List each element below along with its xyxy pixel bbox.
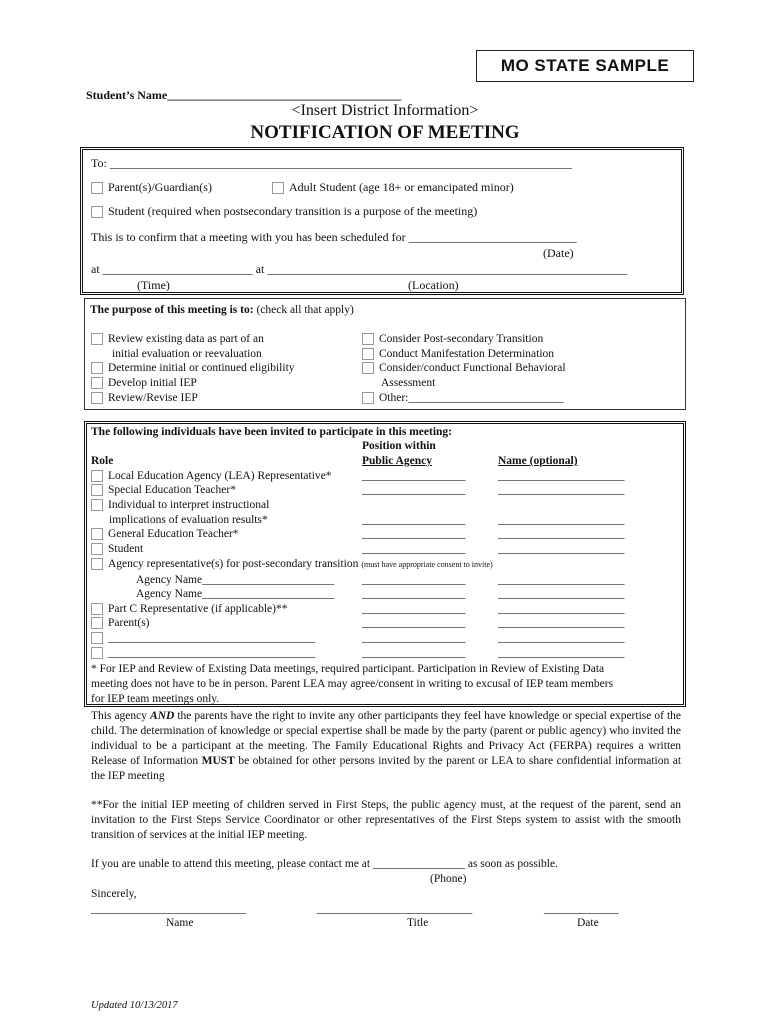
- invited-row[interactable]: [91, 646, 315, 660]
- role-label: Individual to interpret instructional: [108, 499, 270, 511]
- rights-paragraph: This agency AND the parents have the right to invite any other participants they feel have knowledge or special expertise of the child. The determination of knowledge or special expertise shall be made by the party (parent or public agency) who invited the individual to be a participant at the meeting. The Family Educational Rights and Privacy Act (FERPA) requires a written Release of Information MUST be obtained for other persons invited by the parent or LEA to share confidential information at the IEP meeting: [91, 710, 682, 782]
- adult-label: Adult Student (age 18+ or emancipated minor): [289, 180, 514, 194]
- purpose-option-cont: initial evaluation or reevaluation: [112, 348, 262, 360]
- checkbox[interactable]: [91, 484, 103, 496]
- adult-checkbox[interactable]: [272, 182, 284, 194]
- position-blank[interactable]: __________________: [362, 484, 466, 496]
- first-steps-paragraph: **For the initial IEP meeting of children served in First Steps, the public agency must, at the request of the parent, send an invitation to the First Steps Service Coordinator or other representatives of the First Steps system to assist with the smooth transition of services at the initial IEP meeting.: [91, 799, 681, 841]
- title-label: Title: [407, 917, 429, 929]
- student-name-field[interactable]: Student’s Name_______________________________________: [86, 88, 402, 102]
- purpose-option[interactable]: Develop initial IEP: [91, 376, 197, 390]
- name-label: Name: [166, 917, 194, 929]
- to-field[interactable]: To: _____________________________________________________________________________: [91, 156, 572, 170]
- purpose-option[interactable]: Consider Post-secondary Transition: [362, 332, 543, 346]
- checkbox[interactable]: [91, 499, 103, 511]
- col-position-2: Public Agency: [362, 455, 432, 467]
- invited-row[interactable]: [91, 616, 150, 630]
- col-role: Role: [91, 455, 114, 467]
- invited-row[interactable]: [91, 631, 315, 645]
- checkbox[interactable]: [91, 470, 103, 482]
- page-title: NOTIFICATION OF MEETING: [250, 122, 520, 143]
- invited-row[interactable]: [136, 587, 334, 601]
- confirm-line[interactable]: This is to confirm that a meeting with you has been scheduled for ____________________________: [91, 230, 577, 244]
- invited-row[interactable]: [91, 557, 493, 572]
- role-label: Agency Name_______________________: [136, 588, 335, 600]
- checkbox[interactable]: [91, 543, 103, 555]
- role-label: Parent(s): [108, 617, 150, 629]
- position-blank[interactable]: __________________: [362, 588, 466, 600]
- date-signature-line[interactable]: _____________: [544, 903, 619, 915]
- position-blank[interactable]: __________________: [362, 647, 466, 659]
- location-label: (Location): [408, 278, 459, 292]
- name-blank[interactable]: ______________________: [498, 484, 625, 496]
- position-blank[interactable]: __________________: [362, 603, 466, 615]
- adult-option[interactable]: [272, 180, 514, 194]
- role-label: Student: [108, 543, 144, 555]
- name-blank[interactable]: ______________________: [498, 617, 625, 629]
- checkbox[interactable]: [91, 603, 103, 615]
- at-line[interactable]: at _________________________ at ____________________________________________________________: [91, 262, 628, 276]
- col-name: Name (optional): [498, 455, 578, 467]
- purpose-option[interactable]: Conduct Manifestation Determination: [362, 347, 554, 361]
- col-position-1: Position within: [362, 440, 436, 452]
- student-option[interactable]: [91, 204, 477, 218]
- date-sig-label: Date: [577, 917, 599, 929]
- role-label: Agency Name_______________________: [136, 574, 335, 586]
- consent-note: (must have appropriate consent to invite): [361, 560, 493, 569]
- name-blank[interactable]: ______________________: [498, 574, 625, 586]
- date-label: (Date): [543, 246, 574, 260]
- invited-row[interactable]: [91, 542, 143, 556]
- invited-row[interactable]: [91, 602, 287, 616]
- role-label: Special Education Teacher*: [108, 484, 236, 496]
- checkbox[interactable]: [91, 617, 103, 629]
- role-label: General Education Teacher*: [108, 528, 239, 540]
- purpose-option[interactable]: Review/Revise IEP: [91, 391, 198, 405]
- name-blank[interactable]: ______________________: [498, 543, 625, 555]
- role-label: Local Education Agency (LEA) Representative*: [108, 470, 332, 482]
- name-blank[interactable]: ______________________: [498, 514, 625, 526]
- name-blank[interactable]: ______________________: [498, 470, 625, 482]
- title-signature-line[interactable]: ___________________________: [317, 903, 473, 915]
- invited-row[interactable]: [91, 469, 332, 483]
- footnote-line: meeting does not have to be in person. Parent LEA may agree/consent in writing to excusal of IEP team members: [91, 678, 614, 690]
- checkbox[interactable]: [91, 647, 103, 659]
- name-blank[interactable]: ______________________: [498, 632, 625, 644]
- checkbox[interactable]: [362, 392, 374, 404]
- role-label: Part C Representative (if applicable)**: [108, 603, 288, 615]
- invited-row[interactable]: [109, 513, 268, 527]
- position-blank[interactable]: __________________: [362, 543, 466, 555]
- name-blank[interactable]: ______________________: [498, 528, 625, 540]
- checkbox[interactable]: [362, 348, 374, 360]
- parent-option[interactable]: [91, 180, 212, 194]
- sample-label: MO STATE SAMPLE: [476, 50, 694, 82]
- checkbox[interactable]: [91, 558, 103, 570]
- checkbox[interactable]: [91, 333, 103, 345]
- position-blank[interactable]: __________________: [362, 514, 466, 526]
- position-blank[interactable]: __________________: [362, 470, 466, 482]
- position-blank[interactable]: __________________: [362, 632, 466, 644]
- sincerely: Sincerely,: [91, 888, 137, 900]
- checkbox[interactable]: [362, 333, 374, 345]
- purpose-option[interactable]: Determine initial or continued eligibility: [91, 361, 295, 375]
- purpose-heading: The purpose of this meeting is to: (check all that apply): [90, 304, 354, 316]
- student-label: Student (required when postsecondary transition is a purpose of the meeting): [108, 204, 478, 218]
- time-label: (Time): [137, 278, 170, 292]
- role-label: ____________________________________: [108, 647, 315, 659]
- checkbox[interactable]: [362, 362, 374, 374]
- purpose-option-cont: Assessment: [381, 377, 436, 389]
- student-checkbox[interactable]: [91, 206, 103, 218]
- purpose-option[interactable]: Consider/conduct Functional Behavioral: [362, 361, 566, 375]
- invited-row[interactable]: [91, 527, 239, 541]
- checkbox[interactable]: [91, 632, 103, 644]
- name-blank[interactable]: ______________________: [498, 588, 625, 600]
- position-blank[interactable]: __________________: [362, 528, 466, 540]
- checkbox[interactable]: [91, 377, 103, 389]
- checkbox[interactable]: [91, 392, 103, 404]
- invited-heading: The following individuals have been invited to participate in this meeting:: [91, 426, 452, 438]
- district-info: <Insert District Information>: [291, 102, 479, 119]
- parent-label: Parent(s)/Guardian(s): [108, 180, 212, 194]
- purpose-option[interactable]: Review existing data as part of an: [91, 332, 264, 346]
- position-blank[interactable]: __________________: [362, 574, 466, 586]
- checkbox[interactable]: [91, 362, 103, 374]
- contact-line[interactable]: If you are unable to attend this meeting, please contact me at ________________ as soon as possible.: [91, 858, 558, 870]
- role-label: implications of evaluation results*: [109, 514, 268, 526]
- invited-row[interactable]: [91, 498, 269, 512]
- checkbox[interactable]: [91, 528, 103, 540]
- role-label: Agency representative(s) for post-secondary transition: [108, 558, 359, 570]
- invited-row[interactable]: [136, 573, 334, 587]
- updated-date: Updated 10/13/2017: [91, 1000, 178, 1011]
- footnote-line: * For IEP and Review of Existing Data meetings, required participant. Participation in Review of Existing Data: [91, 663, 605, 675]
- parent-checkbox[interactable]: [91, 182, 103, 194]
- position-blank[interactable]: __________________: [362, 617, 466, 629]
- name-blank[interactable]: ______________________: [498, 647, 625, 659]
- footnote-line: for IEP team meetings only.: [91, 693, 220, 705]
- phone-label: (Phone): [430, 873, 467, 885]
- name-signature-line[interactable]: ___________________________: [91, 903, 247, 915]
- purpose-option[interactable]: Other:___________________________: [362, 391, 564, 405]
- invited-row[interactable]: [91, 483, 236, 497]
- name-blank[interactable]: ______________________: [498, 603, 625, 615]
- role-label: ____________________________________: [108, 632, 315, 644]
